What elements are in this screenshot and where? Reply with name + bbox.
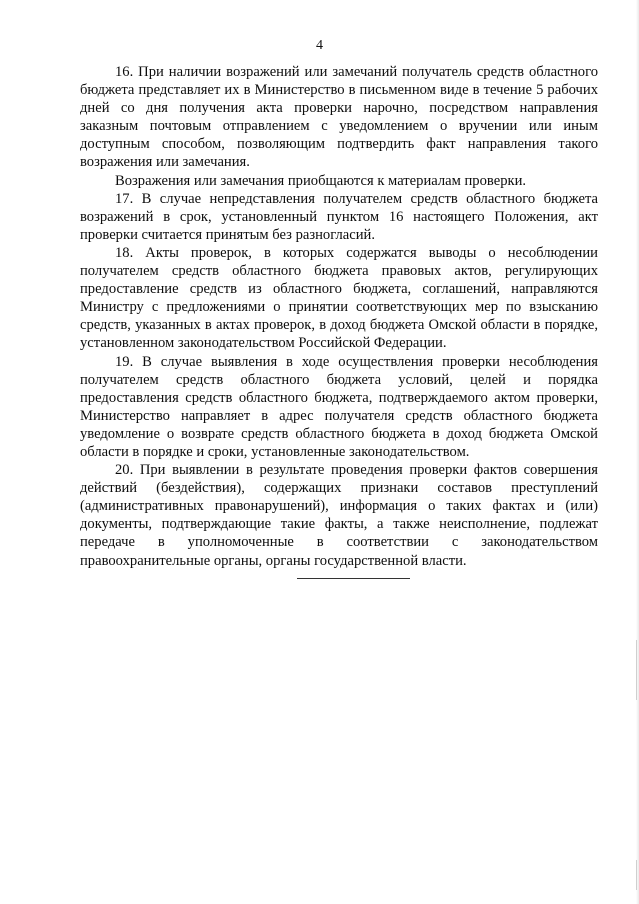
scan-mark bbox=[636, 640, 637, 700]
scan-mark bbox=[636, 860, 637, 890]
page-number: 4 bbox=[316, 38, 323, 53]
closing-rule bbox=[297, 578, 410, 579]
paragraph-16: 16. При наличии возражений или замечаний получатель средств областного бюджета представляет их в Министерство в письменном виде в течение 5 рабочих дней со дня получения акта проверки нарочно, посредством направления заказным почтовым отправлением с уведомлением о вручении или иным доступным способом, позволяющим подтвердить факт направления такого возражения или замечания. bbox=[80, 64, 598, 171]
paragraph-objections-note: Возражения или замечания приобщаются к материалам проверки. bbox=[115, 172, 527, 189]
paragraph-18: 18. Акты проверок, в которых содержатся выводы о несоблюдении получателем средств областного бюджета правовых актов, регулирующих предоставление средств из областного бюджета, соглашений, направляются Министру с предложениями о принятии соответствующих мер по взысканию средств, указанных в актах проверок, в доход бюджета Омской области в порядке, установленном законодательством Российской Федерации. bbox=[80, 244, 598, 352]
document-body bbox=[80, 63, 598, 570]
paragraph-19: 19. В случае выявления в ходе осуществления проверки несоблюдения получателем средств областного бюджета условий, целей и порядка предоставления средств областного бюджета, подтверждаемого актом проверки, Министерство направляет в адрес получателя средств областного бюджета уведомление о возврате средств областного бюджета в доход бюджета Омской области в порядке и сроки, установленные законодательством. bbox=[80, 353, 598, 460]
paragraph-17: 17. В случае непредставления получателем средств областного бюджета возражений в срок, установленный пунктом 16 настоящего Положения, акт проверки считается принятым без разногласий. bbox=[80, 190, 598, 243]
paragraph-20: 20. При выявлении в результате проведения проверки фактов совершения действий (бездействия), содержащих признаки составов преступлений (административных правонарушений), информация о таких фактах и (или) документы, подтверждающие такие факты, а также неисполнение, подлежат передаче в уполномоченные в соответствии с законодательством правоохранительные органы, органы государственной власти. bbox=[80, 462, 598, 569]
